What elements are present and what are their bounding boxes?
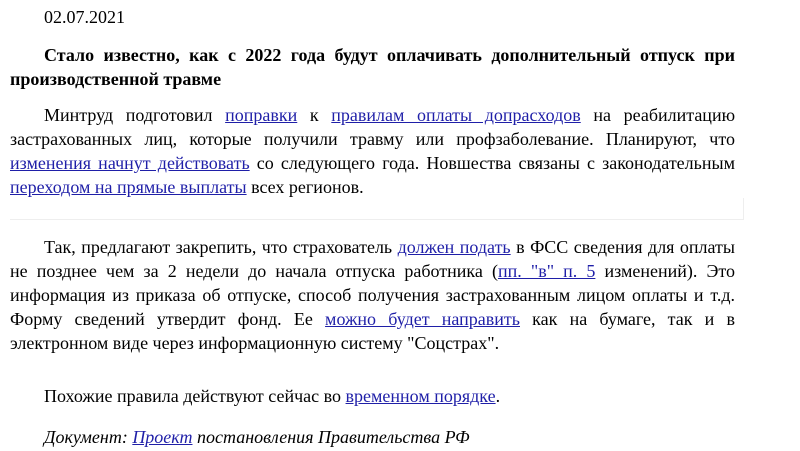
paragraph-2 bbox=[10, 235, 735, 355]
text: со следующего года. Новшества связаны с законодательным bbox=[249, 153, 735, 173]
text: Похожие правила действуют сейчас во bbox=[44, 386, 346, 406]
text: как на бумаге, так и в электронном виде через информационную систему "Соцстрах". bbox=[10, 309, 735, 353]
text: Документ: bbox=[44, 427, 133, 447]
link-temporary-order[interactable]: временном порядке bbox=[345, 386, 496, 406]
link-can-send[interactable]: можно будет направить bbox=[325, 309, 520, 329]
text: . bbox=[495, 386, 501, 406]
link-must-submit[interactable]: должен подать bbox=[397, 237, 511, 257]
link-direct-payments[interactable]: переходом на прямые выплаты bbox=[10, 177, 247, 197]
link-changes-effective[interactable]: изменения начнут действовать bbox=[10, 153, 250, 173]
article-title: Стало известно, как с 2022 года будут оплачивать дополнительный отпуск при производственной травме bbox=[10, 45, 735, 89]
text: Минтруд подготовил bbox=[44, 105, 226, 125]
paragraph-frame bbox=[10, 198, 744, 220]
publication-date: 02.07.2021 bbox=[44, 7, 125, 27]
text: изменений). Это информация из приказа об отпуске, способ получения застрахованным лицом оплаты и т.д. Форму сведений утвердит фонд. Ее bbox=[10, 261, 735, 329]
text: в ФСС сведения для оплаты не позднее чем за 2 недели до начала отпуска работника ( bbox=[10, 237, 736, 281]
paragraph-3 bbox=[10, 384, 735, 408]
text: к bbox=[297, 105, 332, 125]
text: всех регионов. bbox=[246, 177, 364, 197]
link-payment-rules[interactable]: правилам оплаты допрасходов bbox=[331, 105, 581, 125]
link-amendments[interactable]: поправки bbox=[225, 105, 298, 125]
text: Так, предлагают закрепить, что страхователь bbox=[44, 237, 398, 257]
text: на реабилитацию застрахованных лиц, которые получили травму или профзаболевание. Планируют, что bbox=[10, 105, 736, 149]
document-reference bbox=[10, 425, 735, 449]
text: постановления Правительства РФ bbox=[192, 427, 470, 447]
paragraph-1 bbox=[10, 103, 735, 199]
link-draft[interactable]: Проект bbox=[132, 427, 193, 447]
link-subclause[interactable]: пп. "в" п. 5 bbox=[497, 261, 596, 281]
